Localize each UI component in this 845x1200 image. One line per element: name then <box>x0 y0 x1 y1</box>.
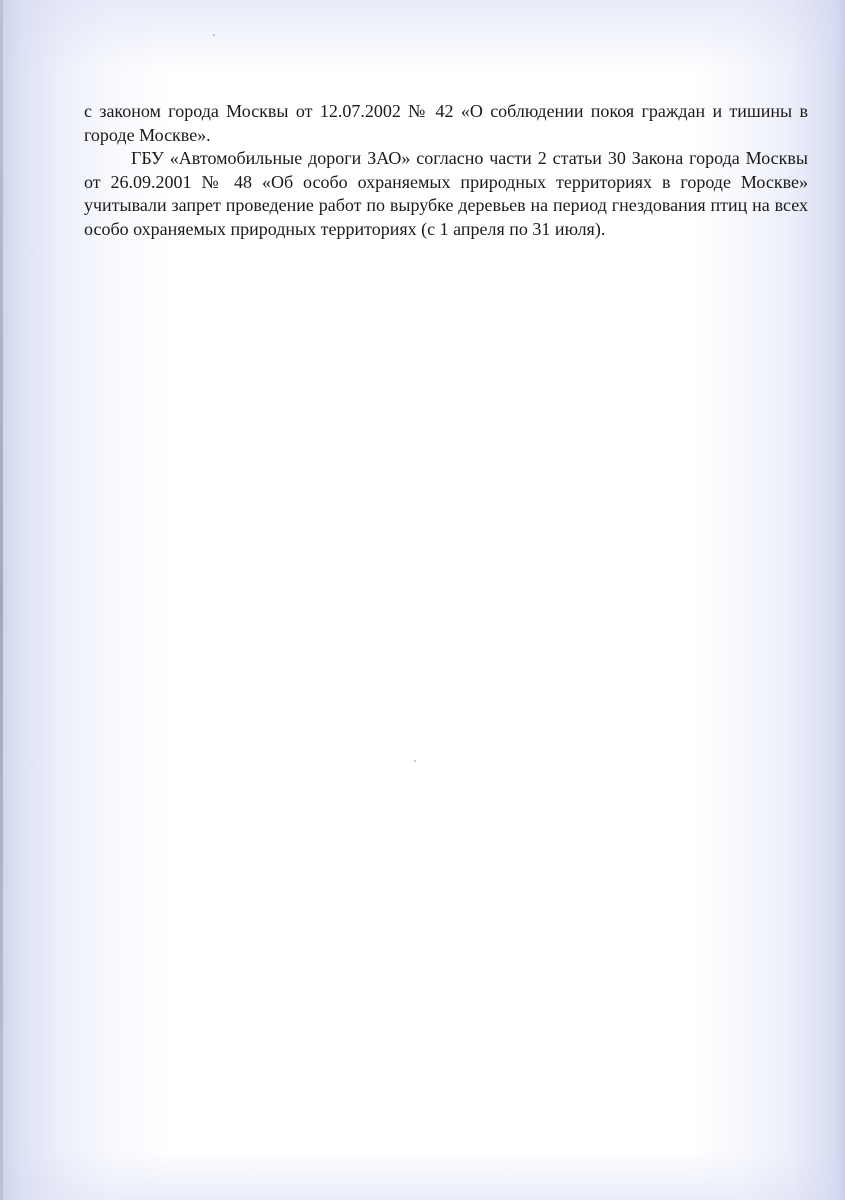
scan-edge-shadow <box>0 0 3 1200</box>
document-body <box>84 100 808 241</box>
paragraph-continuation: с законом города Москвы от 12.07.2002 № 42 «О соблюдении покоя граждан и тишины в городе Москве». <box>84 101 808 145</box>
scan-speck <box>414 760 416 762</box>
scan-speck <box>213 34 215 36</box>
paragraph-gbu-statement: ГБУ «Автомобильные дороги ЗАО» согласно части 2 статьи 30 Закона города Москвы от 26.09.2001 № 48 «Об особо охраняемых природных территориях в городе Москве» учитывали запрет проведение работ по вырубке деревьев на период гнездования птиц на всех особо охраняемых природных территориях (с 1 апреля по 31 июля). <box>84 148 808 239</box>
